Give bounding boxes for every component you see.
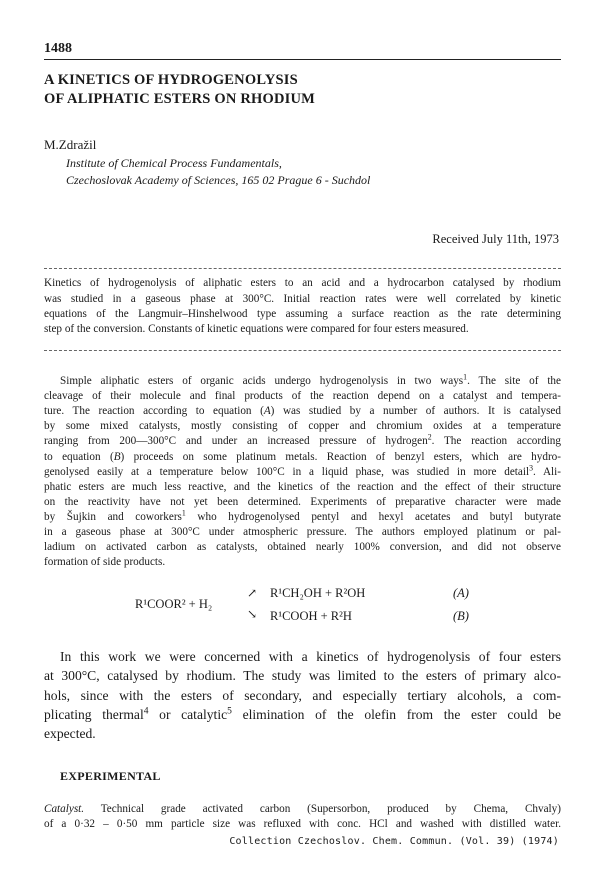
arrow-up-icon: ↗ — [247, 586, 258, 600]
intro-text: ) was studied by a number of authors. It is catalysed — [270, 405, 561, 418]
intro-text: ture. The reaction according to equation ( — [44, 405, 264, 418]
abstract-rule-bottom — [44, 350, 561, 351]
reference-superscript: 3 — [529, 462, 533, 472]
paragraph-text: plicating thermal — [44, 706, 144, 722]
intro-line — [44, 555, 561, 570]
equation-label-b: (B) — [453, 609, 469, 623]
equation-reactant: R¹COOR² + H₂ — [135, 597, 213, 611]
main-paragraph-line: at 300°C, catalysed by rhodium. The study was limited to the esters of primary alco- — [44, 668, 561, 684]
author-name: M.Zdražil — [44, 137, 97, 152]
reference-superscript: 1 — [181, 508, 186, 518]
intro-text: ranging from 200—300°C and under an increased pressure of hydrogen — [44, 435, 428, 448]
intro-text: who hydrogenolysed pentyl and hexyl acetates and butyl butyrate — [185, 510, 561, 523]
footer-citation: Collection Czechoslov. Chem. Commun. (Vol. 39) (1974) — [229, 836, 559, 847]
intro-line — [44, 540, 561, 555]
catalyst-line-1 — [44, 802, 561, 817]
catalyst-line-2: of a 0·32 – 0·50 mm particle size was refluxed with conc. HCl and washed with distilled water. — [44, 818, 561, 830]
main-paragraph-line: In this work we were concerned with a kinetics of hydrogenolysis of four esters — [60, 649, 561, 664]
intro-line — [44, 480, 561, 495]
intro-text: . The reaction according — [431, 435, 561, 448]
main-paragraph-line: expected. — [44, 726, 96, 742]
intro-line — [44, 434, 561, 449]
equation-product-a: R¹CH₂OH + R²OH — [270, 586, 366, 600]
intro-line — [44, 389, 561, 404]
intro-line — [60, 374, 561, 389]
intro-text: Simple aliphatic esters of organic acids undergo hydrogenolysis in two ways — [60, 375, 464, 387]
intro-text: to equation ( — [44, 450, 114, 463]
reference-superscript: 4 — [143, 706, 149, 717]
equation-product-b: R¹COOH + R²H — [270, 609, 352, 623]
intro-text: ladium on activated carbon as catalysts, obtained nearly 100% conversion, and did not observe — [44, 541, 561, 554]
main-paragraph-line: hols, since with the esters of secondary, and especially tertiary alcohols, a com- — [44, 687, 561, 703]
paragraph-text: or catalytic — [148, 706, 228, 722]
intro-line — [44, 404, 561, 419]
catalyst-text-1: Technical grade activated carbon (Supersorbon, produced by Chema, Chvaly) — [84, 803, 561, 815]
abstract-line: Kinetics of hydrogenolysis of aliphatic esters to an acid and a hydrocarbon catalysed by rhodium — [44, 277, 561, 289]
header-rule — [44, 59, 561, 60]
intro-text: . Ali- — [533, 465, 561, 478]
intro-text: A — [263, 405, 271, 418]
intro-text: cleavage of their molecule and final products of the reaction depend on a catalyst and tempera- — [44, 390, 561, 403]
intro-text: . The site of the — [467, 375, 561, 387]
catalyst-label: Catalyst. — [44, 803, 85, 815]
intro-text: genolysed easily at a temperature below 100°C in a liquid phase, was studied in more detail — [44, 465, 530, 478]
intro-line — [44, 525, 561, 540]
intro-text: by Šujkin and coworkers — [44, 510, 182, 523]
intro-text: formation of side products. — [44, 556, 166, 569]
abstract-rule-top — [44, 268, 561, 269]
abstract-line: step of the conversion. Constants of kinetic equations were compared for four esters measured. — [44, 323, 469, 335]
intro-text: on the reactivity have not yet been determined. Experiments of preparative character were made — [44, 495, 561, 508]
intro-text: ) proceeds on some platinum metals. Reaction of benzyl esters, which are hydro- — [120, 450, 561, 463]
article-title-line-2: OF ALIPHATIC ESTERS ON RHODIUM — [44, 91, 316, 107]
abstract-line: equations of the Langmuir–Hinshelwood type assuming a surface reaction as the rate determining — [44, 308, 561, 320]
equation-label-a: (A) — [453, 586, 469, 600]
intro-line — [44, 510, 561, 525]
paragraph-text: elimination of the olefin from the ester could be — [231, 706, 561, 722]
main-paragraph-line — [44, 705, 561, 724]
affiliation-line-1: Institute of Chemical Process Fundamentals, — [66, 156, 282, 170]
abstract-line: was studied in a gaseous phase at 300°C. Initial reaction rates were well correlated by kinetic — [44, 293, 561, 305]
intro-text: phatic esters are much less reactive, and the kinetics of the reaction and the effect of their structure — [44, 480, 561, 493]
page-number: 1488 — [44, 41, 72, 56]
intro-line — [44, 495, 561, 510]
reference-superscript: 1 — [463, 372, 468, 382]
intro-text: in a gaseous phase at 300°C under atmospheric pressure. The authors employed platinum or pal- — [44, 526, 561, 538]
intro-line — [44, 419, 561, 434]
article-title-line-1: A KINETICS OF HYDROGENOLYSIS — [44, 72, 298, 88]
section-heading-experimental: EXPERIMENTAL — [60, 769, 161, 783]
intro-line — [44, 462, 561, 480]
reference-superscript: 5 — [227, 706, 232, 717]
arrow-down-icon: ↘ — [247, 607, 258, 621]
affiliation-line-2: Czechoslovak Academy of Sciences, 165 02 Prague 6 - Suchdol — [66, 173, 371, 187]
intro-line — [44, 450, 561, 465]
intro-text: B — [113, 450, 121, 463]
received-date: Received July 11th, 1973 — [432, 232, 559, 246]
reference-superscript: 2 — [427, 432, 432, 442]
intro-text: by some mixed catalysts, mostly consisting of copper and chromium oxides at a temperature — [44, 420, 561, 433]
